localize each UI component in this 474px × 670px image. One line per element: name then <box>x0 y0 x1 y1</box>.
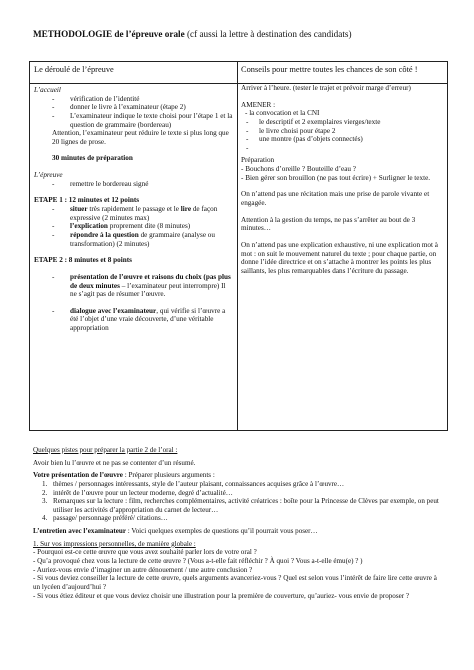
advice-paragraph: On n’attend pas une récitation mais une prise de parole vivante et engagée. <box>241 190 430 208</box>
presentation-intro: Votre présentation de l’œuvre : Préparer plusieurs arguments : <box>33 471 215 480</box>
list-item: 4. passage/ personnage préféré/ citations… <box>42 514 168 523</box>
read-advice: Avoir bien lu l’œuvre et ne pas se contenter d’un résumé. <box>33 458 196 467</box>
question-item: - Si vous étiez éditeur et que vous deviez choisir une illustration pour la première de couverture, qu’auriez- vous envie de proposer ? <box>33 591 410 600</box>
question-item: - Pourquoi est-ce cette œuvre que vous avez souhaité parler lors de votre oral ? <box>33 548 257 557</box>
list-item: - situer très rapidement le passage et le lire de façon expressive (2 minutes max) <box>52 205 218 222</box>
attention-note: Attention, l’examinateur peut réduire le texte si plus long que 20 lignes de prose. <box>52 129 229 146</box>
question-item: - Si vous deviez conseiller la lecture de cette œuvre, quels arguments avanceriez-vous ? Quel est selon vous l’intérêt de faire lire cette œuvre à un lycéen d’aujourd’hui ? <box>33 574 437 591</box>
list-item: 3. Remarques sur la lecture : film, recherches complémentaires, activité créatrices : boîte pour la Princesse de Clèves par exemple, on peut utiliser les activités d’appropriation du carnet de lecteur… <box>42 497 439 514</box>
list-item: - répondre à la question de grammaire (analyse ou transformation) (2 minutes) <box>52 230 215 248</box>
preparation-time: 30 minutes de préparation <box>52 154 133 163</box>
prep-item: - Bien gérer son brouillon (ne pas tout écrire) + Surligner le texte. <box>241 173 431 182</box>
list-item: - présentation de l’œuvre et raisons du choix (pas plus de deux minutes – l’examinateur peut interrompre) Il ne s’agit pas de résumer l’œuvre. <box>52 272 231 299</box>
advice-paragraph: Attention à la gestion du temps, ne pas s’arrêter au bout de 3 minutes… <box>241 215 416 233</box>
list-item: - remettre le bordereau signé <box>52 179 149 188</box>
entretien-intro: L’entretien avec l’examinateur : Voici quelques exemples de questions qu’il pourrait vous poser… <box>33 527 318 536</box>
amener-intro: - la convocation et la CNI <box>245 109 320 118</box>
column-divider <box>237 62 238 430</box>
title-bold: METHODOLOGIE de l’épreuve orale <box>33 29 185 39</box>
list-item: 2. intérêt de l’œuvre pour un lecteur moderne, degré d’actualité… <box>42 488 233 497</box>
list-item: - dialogue avec l’examinateur, qui vérifie si l’œuvre a été l’objet d’une vraie découverte, d’une véritable appropriation <box>52 306 226 333</box>
empty-dash: - <box>246 143 249 152</box>
amener-heading: AMENER : <box>241 100 276 109</box>
list-item: - donner le livre à l’examinateur (étape 2) <box>52 103 186 112</box>
etape1-heading: ETAPE 1 : 12 minutes et 12 points <box>34 196 140 205</box>
list-item: - le livre choisi pour étape 2 <box>246 126 336 135</box>
etape2-heading: ETAPE 2 : 8 minutes et 8 points <box>34 256 132 265</box>
list-item: - l’explication proprement dite (8 minutes) <box>52 222 191 231</box>
preparation-heading: Préparation <box>241 156 275 165</box>
section-heading: Quelques pistes pour préparer la partie 2 de l’oral : <box>33 446 178 454</box>
title-subtitle: (cf aussi la lettre à destination des candidats) <box>184 29 352 39</box>
left-column-header: Le déroulé de l’épreuve <box>34 65 114 74</box>
list-item: - L’examinateur indique le texte choisi pour l’étape 1 et la question de grammaire (bordereau) <box>52 111 233 129</box>
right-column-header: Conseils pour mettre toutes les chances de son côté ! <box>241 65 418 74</box>
advice-paragraph: On n’attend pas une explication exhaustive, ni une explication mot à mot : on suit le mouvement naturel du texte ; pour chaque partie, on donne l’idée directrice et on s’attache à montrer les points les plus saillants, les plus remarquables dans l’écriture du passage. <box>241 240 438 275</box>
epreuve-heading: L’épreuve <box>34 171 63 180</box>
list-item: - le descriptif et 2 exemplaires vierges/texte <box>246 117 381 126</box>
list-item: - une montre (pas d’objets connectés) <box>246 135 363 144</box>
methodology-table <box>29 61 448 431</box>
list-item: 1. thèmes / personnages intéressants, style de l’auteur plaisant, connaissances acquises grâce à l’œuvre… <box>42 479 345 488</box>
impressions-heading: 1. Sur vos impressions personnelles, de manière globale : <box>33 539 196 548</box>
list-item: - vérification de l’identité <box>52 94 140 103</box>
prep-item: - Bouchons d’oreille ? Bouteille d’eau ? <box>241 165 356 174</box>
arrive-advice: Arriver à l’heure. (tester le trajet et prévoir marge d’erreur) <box>241 84 411 92</box>
question-item: - Auriez-vous envie d’imaginer un autre dénouement / une autre conclusion ? <box>33 565 253 574</box>
left-column <box>34 86 234 333</box>
accueil-heading: L’accueil <box>34 86 61 94</box>
question-item: - Qu’a provoqué chez vous la lecture de cette œuvre ? (Vous a-t-elle fait réfléchir ? À quoi ? Vous a-t-elle ému(e) ? ) <box>33 557 363 566</box>
right-column <box>241 84 445 276</box>
page-title <box>33 29 352 40</box>
oral-part2-section <box>33 446 443 600</box>
